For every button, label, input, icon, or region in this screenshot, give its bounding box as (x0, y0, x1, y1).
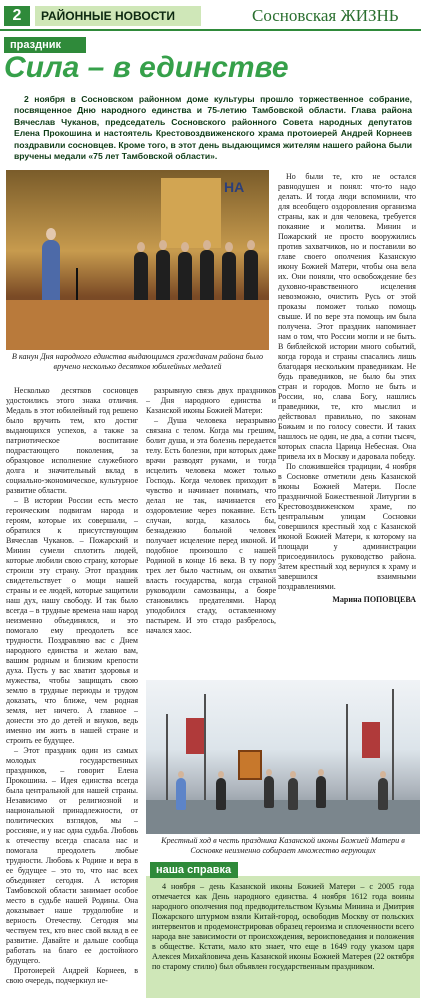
procession-person (216, 778, 226, 810)
section-name: РАЙОННЫЕ НОВОСТИ (35, 6, 201, 26)
page-header (0, 0, 421, 30)
procession-banner (186, 718, 204, 754)
presidium-person (244, 250, 258, 302)
tree-trunk (204, 694, 206, 804)
tree-trunk (346, 704, 348, 804)
photo-procession (146, 680, 420, 834)
procession-person (316, 776, 326, 808)
presidium-person (222, 252, 236, 304)
info-paragraph: 4 ноября – день Казанской иконы Божией Матери – с 2005 года отмечается как День народного единства. 4 ноября 1612 года воины народного ополчения под предводительством Кузьмы Минина и Дмитрия Пожарского штурмом взяли Китай-город, освободив Москву от польских интервентов и продемонстрировав образец героизма и сплоченности всего народа вне зависимости от происхождения, вероисповедания и положения в обществе. Кстати, мало кто знает, что еще в 1649 году указом царя Алексея Михайловича день Казанской иконы Божией Матерея (22 октября по старому стилю) был объявлен государственным праздником. (152, 882, 414, 971)
page-number: 2 (4, 6, 30, 26)
stage-floor (6, 300, 269, 350)
icon-carried (238, 750, 262, 780)
paragraph: – Этот праздник один из самых молодых государственных праздников, – говорит Елена Прокошина. – Идея единства всегда была центральной для нашей страны. Независимо от религиозной и национальной принадлежности, от политических взглядов, мы – россияне, и у нас одна судьба. Любовь к отечеству всегда спасала нас и помогала преодолеть любые трудности. Любовь к Родине и вера в ее будущее – это то, что нас всех объединяет сегодня. А история Тамбовской области занимает особое место в судьбе нашей Родины. Она доказывает наше трудолюбие и верность Отечеству. Сегодня мы чествуем тех, кто внес свой вклад в ее развитие. Давайте и дальше сообща работать на благо ее достойного будущего. (6, 746, 138, 965)
paragraph: Но были те, кто не остался равнодушен и понял: что-то надо делать. И тогда люди вспомнили, что для всеобщего оздоровления организма страны, как и для человека, требуется покаяние и молитва. Минин и Пожарский не просто вооружились против захватчиков, но и поставили во главе своего ополчения Казанскую икону Божией Матери, чтобы она вела их. Они поняли, что освобождение без духовно-нравственного исцеления невозможно, очистить Русь от этой проказы поможет только помощь свыше. И по вере эта помощь им была получена. Этот праздник напоминает нам о том, что России могли и не быть. В библейской истории много событий, когда города и страны спасались лишь благодаря нескольким праведникам. Не будь праведников, не было бы этих стран и городов. Могло не быть и России, но, слава Богу, нашлись праведники, те, кто мыслил и действовал правильно, по законам Божьим и по голосу совести. И таких нашлось не один, не два, а сотни тысяч, которых спасла Царица Небесная. Она привела их в Москву и даровала победу. (278, 172, 416, 461)
paragraph: – Душа человека неразрывно связана с телом. Когда мы грешим, болит душа, и эта болезнь передается телу. Есть болезни, при которых даже врачи разводят руками, и тогда исцелить человека может только Господь. Когда человек приходит в чувство и начинает понимать, что делал не так, начинается его оздоровление через покаяние. Есть случаи, когда, казалось бы, безнадежно больной человек получает исцеление перед иконой. И подобное произошло с нашей Родиной в конце 16 века. В ту пору трех лет было частным, он охватил власть государства, когда страной руководили самозванцы, а боярe становились предателями. Народ уподобился стаду, оставленному пастырем. И это стадо разбрелось, начался хаос. (146, 416, 276, 635)
paragraph: разрывную связь двух праздников – Дня народного единства и Казанской иконы Божией Матери: (146, 386, 276, 415)
article-lead: 2 ноября в Сосновском районном доме культуры прошло торжественное собрание, посвященное Дню народного единства и 75-летию Тамбовской области. Глава района Вячеслав Чуканов, председатель Сосновского районного Совета народных депутатов Елена Прокошина и настоятель Крестовоздвиженского храма протоиерей Андрей Корнеев поздравили сосновцев. Кроме того, в этот день выдающимся жителям нашего района были вручены медали «75 лет Тамбовской области». (14, 94, 412, 162)
procession-banner (362, 722, 380, 758)
paragraph: Протоиерей Андрей Корнеев, в свою очередь, подчеркнул не- (6, 966, 138, 985)
stage-banner (161, 178, 221, 248)
stage-banner-text: НА (224, 179, 245, 195)
author-signature: Марина ПОПОВЦЕВА (332, 595, 416, 604)
presidium-person (200, 250, 214, 302)
paragraph: – В истории России есть место героическим подвигам народа и героям, которые их совершали, – обратился к присутствующим Вячеслав Чуканов. – Пожарский и Минин сумели сплотить людей, которые любили свою страну, которые строили эту страну. Этот праздник свидетельствует о мощи нашей страны и ее людей, которые защитили наш дух, нашу свободу. И так было всегда – в трудные времена наш народ неизменно объединялся, и это помогало ему преодолеть все трудности. Поздравляю вас с Днем народного единства и желаю вам, вашим родным и близким крепости духа. Пусть у вас хватит здоровья и мужества, чтобы защищать свою землю в трудные периоды и трудом доказать, что ближе, чем родная земля, нет ничего. А главное – донести это до детей и внуков, ведь именно им жить в нашей стране и строить ее будущее. (6, 496, 138, 745)
presidium-person (156, 250, 170, 302)
procession-person (378, 778, 388, 810)
paragraph: По сложившейся традиции, 4 ноября в Сосновке отметили день Казанской иконы Божией Матери. После праздничной Божественной Литургии в Крестовоздвиженском храме, по центральным улицам Сосновки совершился крестный ход с Казанской иконой Божией Матери, к которому на площади у администрации присоединилось руководство района. Затем крестный ход вернулся к храму и завершился взаимными поздравлениями. (278, 462, 416, 591)
article-title: Сила – в единстве (4, 51, 289, 84)
article-column-2 (146, 386, 276, 674)
article-column-1 (6, 386, 138, 998)
procession-person (176, 778, 186, 810)
info-sidebar (146, 876, 420, 998)
presidium-person (178, 252, 192, 304)
newspaper-brand: Сосновская ЖИЗНЬ (252, 6, 399, 25)
article-column-right (278, 172, 416, 680)
info-sidebar-text (152, 882, 414, 992)
tree-trunk (166, 714, 168, 804)
photo-ceremony (6, 170, 269, 350)
header-divider (0, 29, 421, 31)
photo-caption-procession: Крестный ход в честь праздника Казанской иконы Божией Матери в Сосновке неизменно собирает множество верующих (161, 836, 405, 855)
microphone-stand (76, 268, 78, 300)
procession-person (264, 776, 274, 808)
photo-caption-ceremony: В канун Дня народного единства выдающимся гражданам района было вручено несколько десятков юбилейных медалей (11, 352, 264, 371)
tree-trunk (392, 689, 394, 804)
info-sidebar-label: наша справка (150, 862, 238, 878)
rubric-label: праздник (4, 37, 86, 53)
presidium-person (134, 252, 148, 304)
procession-person (288, 778, 298, 810)
paragraph: Несколько десятков сосновцев удостоились этого знака отличия. Медаль в этот юбилейный год решено было вручить тем, кто достиг выдающихся успехов, а также за патриотическое воспитание подрастающего поколения, за образцовое исполнение служебного долга и значительный вклад в социально-экономическое, культурное развитие области. (6, 386, 138, 495)
